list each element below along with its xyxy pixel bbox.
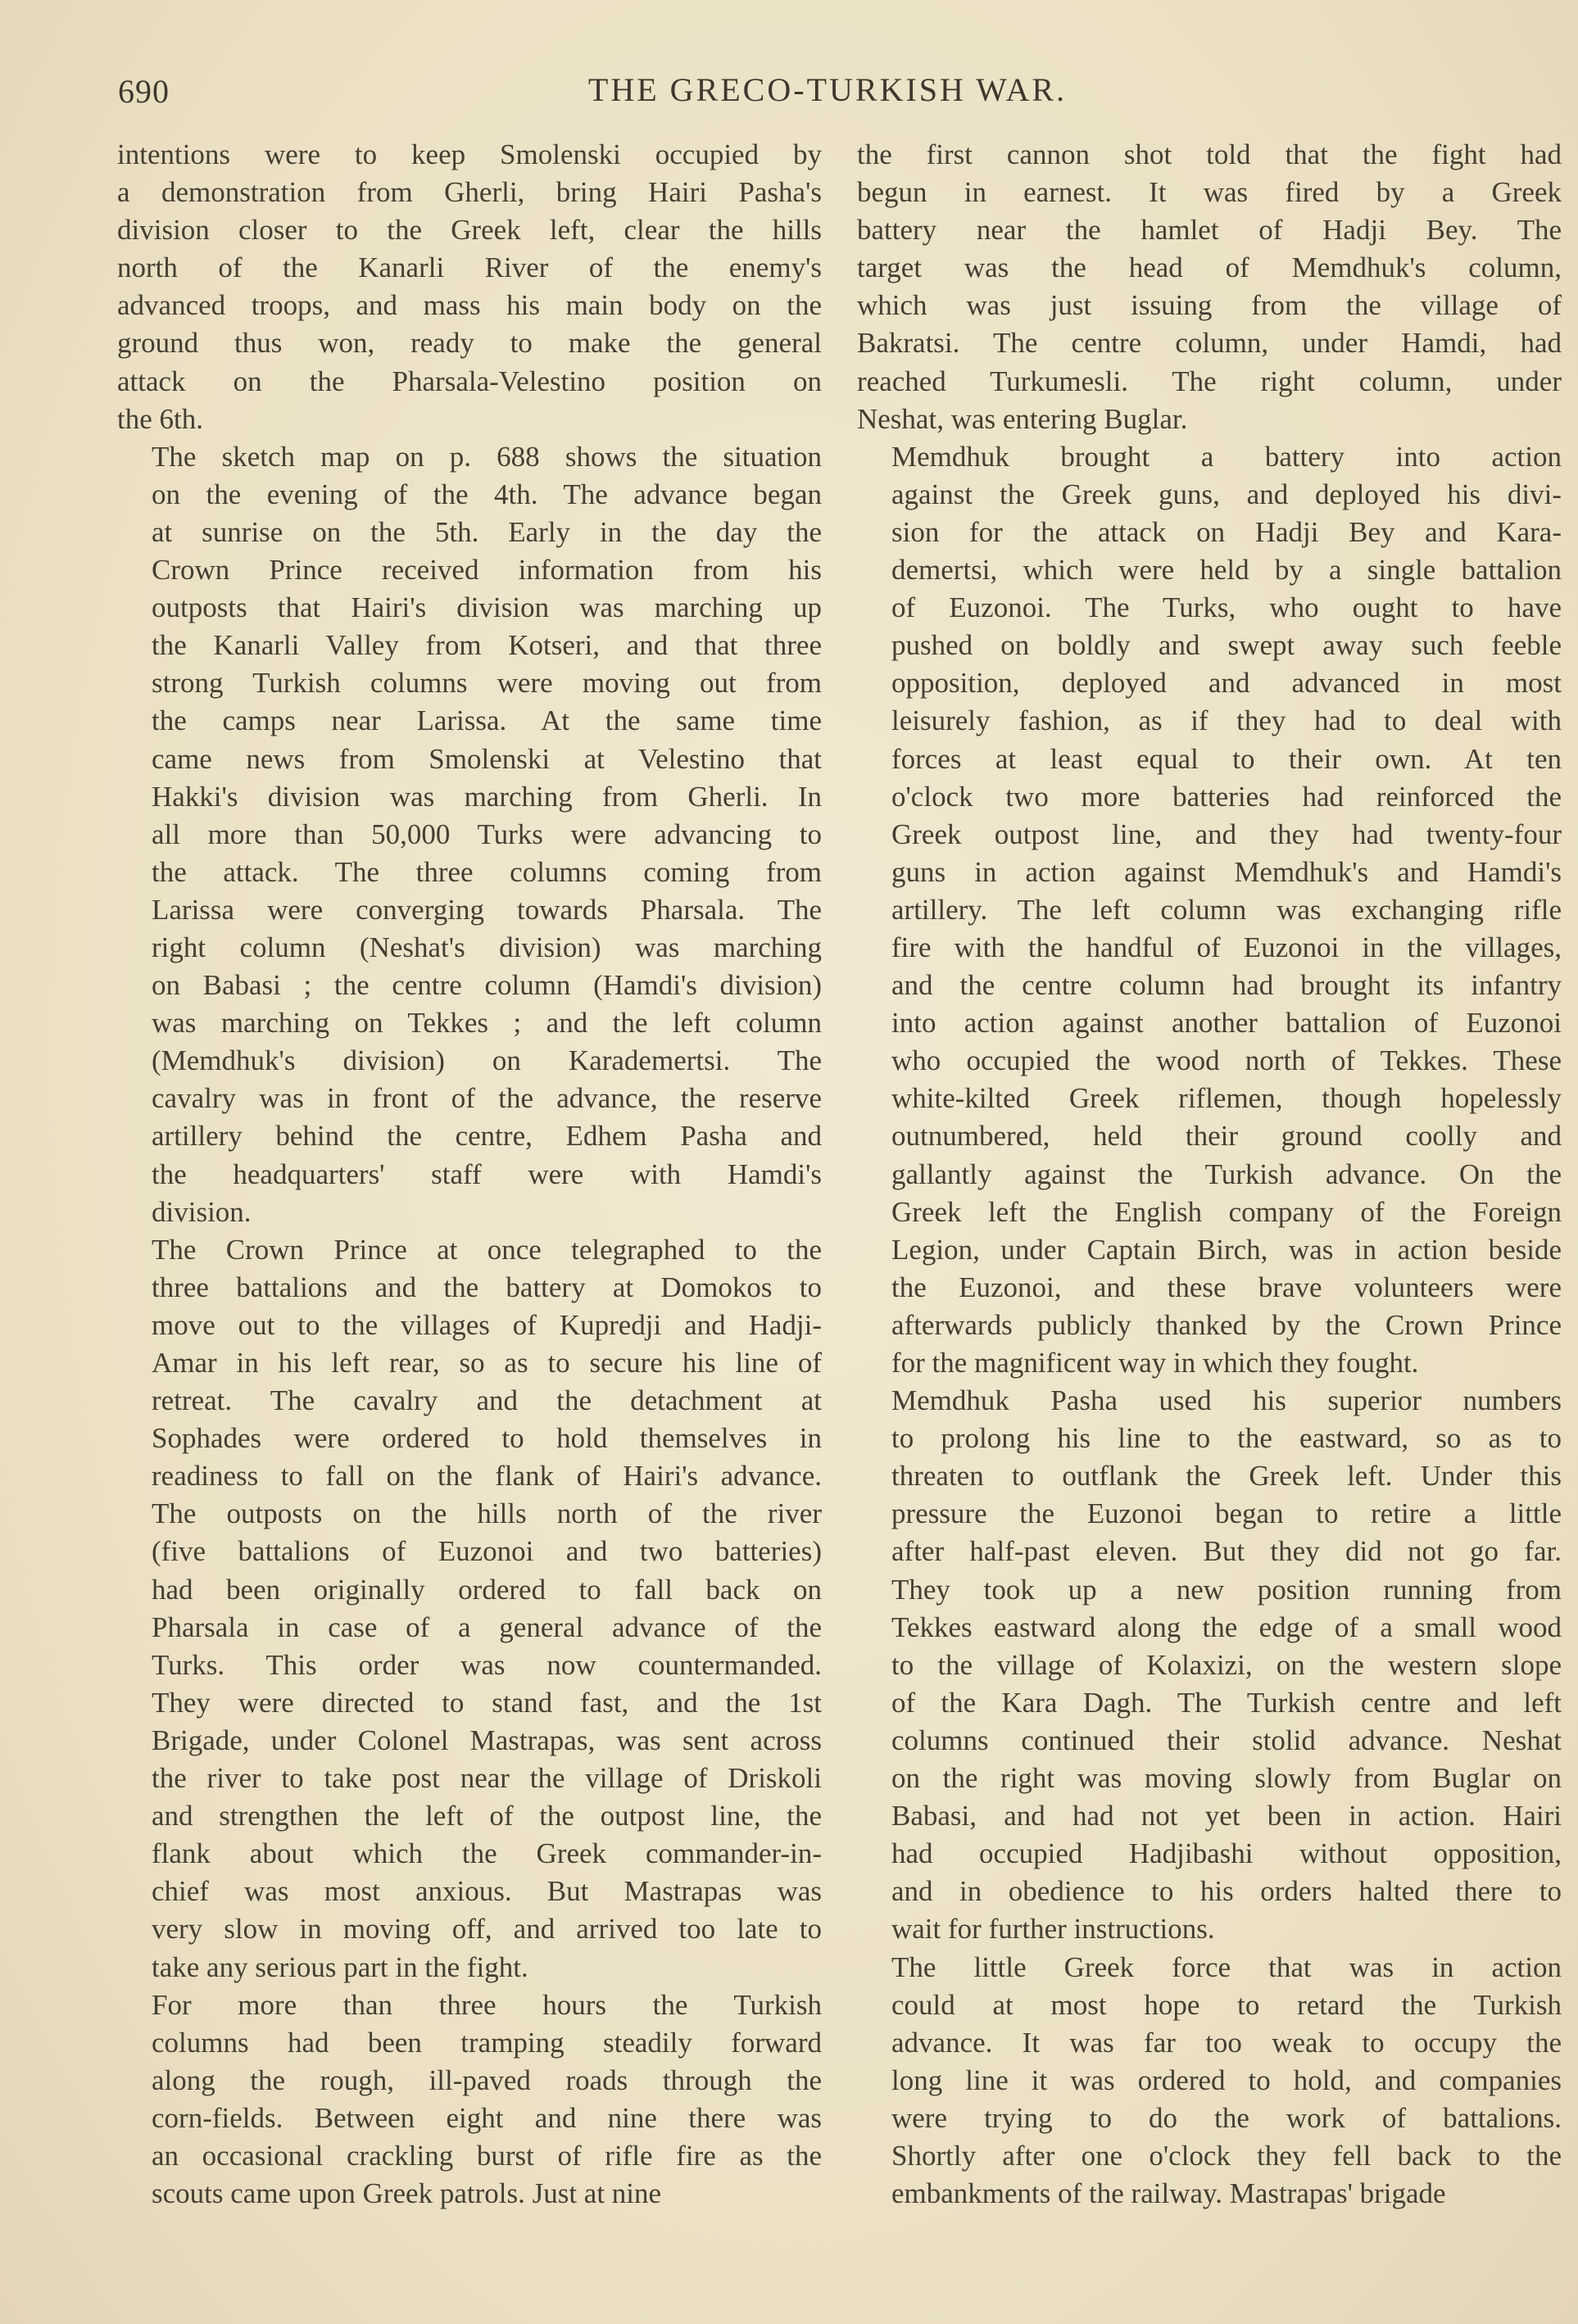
text-line: forces at least equal to their own. At ten xyxy=(891,742,1562,775)
text-line: which was just issuing from the village of xyxy=(857,289,1562,322)
text-line: Shortly after one o'clock they fell back to the xyxy=(891,2139,1562,2172)
text-line: gallantly against the Turkish advance. On the xyxy=(891,1157,1562,1190)
text-line: opposition, deployed and advanced in most xyxy=(891,667,1562,700)
text-line: against the Greek guns, and deployed his divi- xyxy=(891,478,1562,510)
right-text-column xyxy=(857,136,1562,2213)
text-line: the river to take post near the village of Driskoli xyxy=(152,1762,822,1795)
text-line: Babasi, and had not yet been in action. Hairi xyxy=(891,1800,1562,1832)
text-line: and the centre column had brought its infantry xyxy=(891,969,1562,1002)
text-line: north of the Kanarli River of the enemy's xyxy=(117,251,822,284)
text-line: pushed on boldly and swept away such feeble xyxy=(891,629,1562,662)
text-line: Turks. This order was now countermanded. xyxy=(152,1648,822,1681)
text-line: They were directed to stand fast, and the 1st xyxy=(152,1686,822,1719)
text-line: cavalry was in front of the advance, the reserve xyxy=(152,1082,822,1115)
text-line: Greek outpost line, and they had twenty-four xyxy=(891,818,1562,850)
text-line: to prolong his line to the eastward, so as to xyxy=(891,1422,1562,1455)
text-line: Greek left the English company of the Foreign xyxy=(891,1195,1562,1228)
text-line: Bakratsi. The centre column, under Hamdi, had xyxy=(857,327,1562,360)
text-line: columns continued their stolid advance. Neshat xyxy=(891,1724,1562,1756)
text-line: and in obedience to his orders halted there to xyxy=(891,1875,1562,1908)
text-line: an occasional crackling burst of rifle fire as the xyxy=(152,2139,822,2172)
text-line: attack on the Pharsala-Velestino position on xyxy=(117,365,822,397)
text-line: had been originally ordered to fall back on xyxy=(152,1573,822,1606)
text-line: demertsi, which were held by a single battalion xyxy=(891,554,1562,587)
text-line: after half-past eleven. But they did not go far. xyxy=(891,1535,1562,1568)
text-line: of Euzonoi. The Turks, who ought to have xyxy=(891,591,1562,624)
text-line: o'clock two more batteries had reinforced the xyxy=(891,780,1562,813)
text-line: of the Kara Dagh. The Turkish centre and left xyxy=(891,1686,1562,1719)
text-line: artillery behind the centre, Edhem Pasha and xyxy=(152,1120,822,1153)
text-line: Memdhuk brought a battery into action xyxy=(891,440,1562,473)
paragraph xyxy=(117,1231,822,1986)
text-line: leisurely fashion, as if they had to deal with xyxy=(891,704,1562,737)
text-line: all more than 50,000 Turks were advancing to xyxy=(152,818,822,850)
text-line: was marching on Tekkes ; and the left column xyxy=(152,1007,822,1040)
text-line: take any serious part in the fight. xyxy=(152,1950,528,1983)
text-line: strong Turkish columns were moving out from xyxy=(152,667,822,700)
text-line: the headquarters' staff were with Hamdi's xyxy=(152,1157,822,1190)
text-line: could at most hope to retard the Turkish xyxy=(891,1988,1562,2021)
text-line: on Babasi ; the centre column (Hamdi's division) xyxy=(152,969,822,1002)
text-line: corn-fields. Between eight and nine there was xyxy=(152,2101,822,2134)
text-line: fire with the handful of Euzonoi in the villages, xyxy=(891,931,1562,963)
text-line: Larissa were converging towards Pharsala. The xyxy=(152,893,822,926)
text-line: For more than three hours the Turkish xyxy=(152,1988,822,2021)
text-line: Crown Prince received information from his xyxy=(152,554,822,587)
text-line: retreat. The cavalry and the detachment at xyxy=(152,1384,822,1417)
text-line: division closer to the Greek left, clear the hills xyxy=(117,214,822,247)
text-line: reached Turkumesli. The right column, under xyxy=(857,365,1562,397)
text-line: advanced troops, and mass his main body on the xyxy=(117,289,822,322)
text-line: advance. It was far too weak to occupy the xyxy=(891,2026,1562,2059)
text-line: artillery. The left column was exchanging rifle xyxy=(891,893,1562,926)
text-line: Pharsala in case of a general advance of the xyxy=(152,1610,822,1643)
text-line: intentions were to keep Smolenski occupied by xyxy=(117,138,822,170)
text-line: a demonstration from Gherli, bring Hairi Pasha's xyxy=(117,176,822,209)
text-line: move out to the villages of Kupredji and Hadji- xyxy=(152,1308,822,1341)
text-line: white-kilted Greek riflemen, though hopelessly xyxy=(891,1082,1562,1115)
text-line: were trying to do the work of battalions. xyxy=(891,2101,1562,2134)
text-line: the 6th. xyxy=(117,402,203,435)
paragraph xyxy=(117,438,822,1231)
text-line: Brigade, under Colonel Mastrapas, was sent across xyxy=(152,1724,822,1756)
text-line: guns in action against Memdhuk's and Hamdi's xyxy=(891,855,1562,888)
text-line: on the evening of the 4th. The advance began xyxy=(152,478,822,510)
text-line: They took up a new position running from xyxy=(891,1573,1562,1606)
paragraph xyxy=(117,136,822,438)
text-line: to the village of Kolaxizi, on the western slope xyxy=(891,1648,1562,1681)
text-line: chief was most anxious. But Mastrapas was xyxy=(152,1875,822,1908)
text-line: begun in earnest. It was fired by a Greek xyxy=(857,176,1562,209)
text-line: the Kanarli Valley from Kotseri, and that three xyxy=(152,629,822,662)
text-line: Tekkes eastward along the edge of a small wood xyxy=(891,1610,1562,1643)
text-line: outposts that Hairi's division was marching up xyxy=(152,591,822,624)
paragraph xyxy=(857,438,1562,1382)
text-line: columns had been tramping steadily forward xyxy=(152,2026,822,2059)
text-line: Amar in his left rear, so as to secure his line of xyxy=(152,1347,822,1379)
page-number: 690 xyxy=(118,73,170,110)
text-line: and strengthen the left of the outpost line, the xyxy=(152,1800,822,1832)
paragraph xyxy=(857,1949,1562,2213)
paragraph xyxy=(857,1382,1562,1948)
text-line: embankments of the railway. Mastrapas' brigade xyxy=(891,2177,1446,2210)
text-line: The Crown Prince at once telegraphed to the xyxy=(152,1233,822,1266)
text-line: ground thus won, ready to make the general xyxy=(117,327,822,360)
paragraph xyxy=(117,1986,822,2213)
text-line: the attack. The three columns coming from xyxy=(152,855,822,888)
text-line: Legion, under Captain Birch, was in action beside xyxy=(891,1233,1562,1266)
text-line: at sunrise on the 5th. Early in the day the xyxy=(152,515,822,548)
running-title: THE GRECO-TURKISH WAR. xyxy=(587,71,1068,108)
text-line: division. xyxy=(152,1195,252,1228)
text-line: wait for further instructions. xyxy=(891,1913,1215,1946)
text-line: Hakki's division was marching from Gherli. In xyxy=(152,780,822,813)
text-line: pressure the Euzonoi began to retire a little xyxy=(891,1497,1562,1530)
paragraph xyxy=(857,136,1562,438)
text-line: came news from Smolenski at Velestino that xyxy=(152,742,822,775)
left-text-column xyxy=(117,136,822,2213)
text-line: Sophades were ordered to hold themselves in xyxy=(152,1422,822,1455)
text-line: who occupied the wood north of Tekkes. These xyxy=(891,1044,1562,1077)
text-line: for the magnificent way in which they fought. xyxy=(891,1347,1419,1379)
text-line: scouts came upon Greek patrols. Just at nine xyxy=(152,2177,662,2210)
text-line: battery near the hamlet of Hadji Bey. The xyxy=(857,214,1562,247)
text-line: target was the head of Memdhuk's column, xyxy=(857,251,1562,284)
text-line: Neshat, was entering Buglar. xyxy=(857,402,1188,435)
text-line: flank about which the Greek commander-in- xyxy=(152,1837,822,1870)
text-line: the first cannon shot told that the fight had xyxy=(857,138,1562,170)
text-line: along the rough, ill-paved roads through the xyxy=(152,2064,822,2096)
text-line: The outposts on the hills north of the river xyxy=(152,1497,822,1530)
text-line: long line it was ordered to hold, and companies xyxy=(891,2064,1562,2096)
text-line: the camps near Larissa. At the same time xyxy=(152,704,822,737)
text-line: the Euzonoi, and these brave volunteers were xyxy=(891,1271,1562,1303)
text-line: had occupied Hadjibashi without opposition, xyxy=(891,1837,1562,1870)
text-line: (five battalions of Euzonoi and two batteries) xyxy=(152,1535,822,1568)
text-line: on the right was moving slowly from Buglar on xyxy=(891,1762,1562,1795)
text-line: outnumbered, held their ground coolly and xyxy=(891,1120,1562,1153)
text-line: (Memdhuk's division) on Karademertsi. The xyxy=(152,1044,822,1077)
text-line: afterwards publicly thanked by the Crown Prince xyxy=(891,1308,1562,1341)
text-line: right column (Neshat's division) was marching xyxy=(152,931,822,963)
text-line: three battalions and the battery at Domokos to xyxy=(152,1271,822,1303)
text-line: The sketch map on p. 688 shows the situation xyxy=(152,440,822,473)
text-line: Memdhuk Pasha used his superior numbers xyxy=(891,1384,1562,1417)
text-line: very slow in moving off, and arrived too late to xyxy=(152,1913,822,1946)
text-line: sion for the attack on Hadji Bey and Kara- xyxy=(891,515,1562,548)
text-line: into action against another battalion of Euzonoi xyxy=(891,1007,1562,1040)
text-line: readiness to fall on the flank of Hairi's advance. xyxy=(152,1460,822,1493)
page-header xyxy=(115,67,1540,116)
text-line: threaten to outflank the Greek left. Under this xyxy=(891,1460,1562,1493)
text-line: The little Greek force that was in action xyxy=(891,1950,1562,1983)
